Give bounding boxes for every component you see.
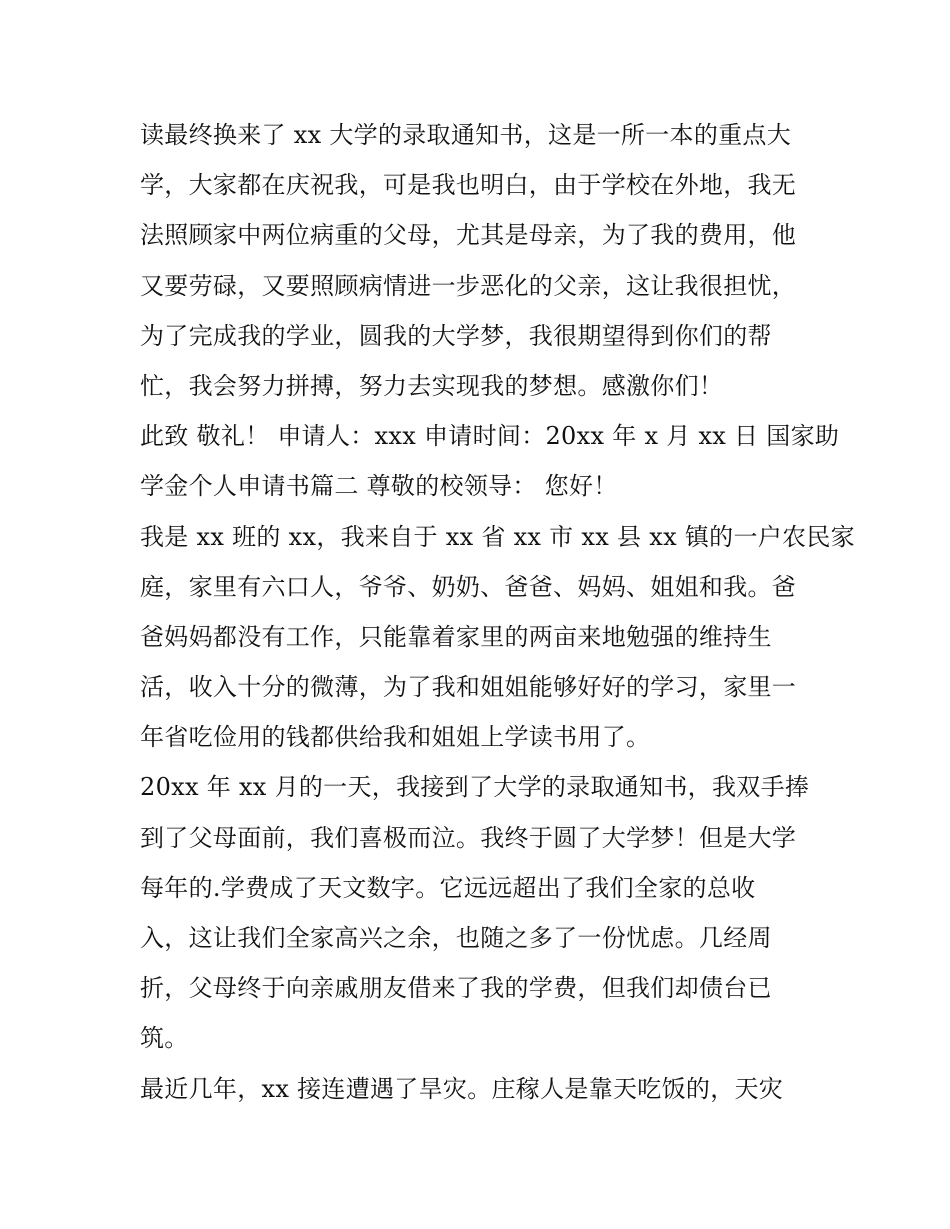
text-line: 入，这让我们全家高兴之余，也随之多了一份忧虑。几经周 — [140, 924, 772, 952]
text-line: 法照顾家中两位病重的父母，尤其是母亲，为了我的费用，他 — [140, 221, 797, 250]
text-line: 学金个人申请书篇二 尊敬的校领导： 您好！ — [140, 472, 618, 501]
text-line: 20xx 年 xx 月的一天，我接到了大学的录取通知书，我双手捧 — [140, 773, 810, 802]
text-line: 此致 敬礼！ 申请人：xxx 申请时间：20xx 年 x 月 xx 日 国家助 — [140, 422, 840, 451]
text-line: 筑。 — [140, 1024, 189, 1053]
text-line: 最近几年，xx 接连遭遇了旱灾。庄稼人是靠天吃饭的，天灾 — [140, 1074, 784, 1103]
text-line: 我是 xx 班的 xx，我来自于 xx 省 xx 市 xx 县 xx 镇的一户农民家 — [140, 522, 855, 551]
text-line: 折，父母终于向亲戚朋友借来了我的学费，但我们却债台已 — [140, 974, 772, 1003]
text-line: 年省吃俭用的钱都供给我和姐姐上学读书用了。 — [140, 723, 651, 752]
text-line: 庭，家里有六口人，爷爷、奶奶、爸爸、妈妈、姐姐和我。爸 — [140, 572, 797, 601]
text-line: 爸妈妈都没有工作，只能靠着家里的两亩来地勉强的维持生 — [140, 622, 772, 651]
text-line: 又要劳碌，又要照顾病情进一步恶化的父亲，这让我很担忧， — [140, 271, 797, 300]
text-line: 到了父母面前，我们喜极而泣。我终于圆了大学梦！但是大学 — [140, 823, 797, 852]
text-line: 为了完成我的学业，圆我的大学梦，我很期望得到你们的帮 — [140, 321, 772, 350]
document-body — [140, 110, 855, 1114]
text-line: 每年的.学费成了天文数字。它远远超出了我们全家的总收 — [140, 873, 756, 902]
text-line: 活，收入十分的微薄，为了我和姐姐能够好好的学习，家里一 — [140, 673, 797, 702]
text-line: 读最终换来了 xx 大学的录取通知书，这是一所一本的重点大 — [140, 121, 792, 149]
text-line: 忙，我会努力拼搏，努力去实现我的梦想。感激你们！ — [140, 371, 724, 400]
text-line: 学，大家都在庆祝我，可是我也明白，由于学校在外地，我无 — [140, 171, 797, 200]
